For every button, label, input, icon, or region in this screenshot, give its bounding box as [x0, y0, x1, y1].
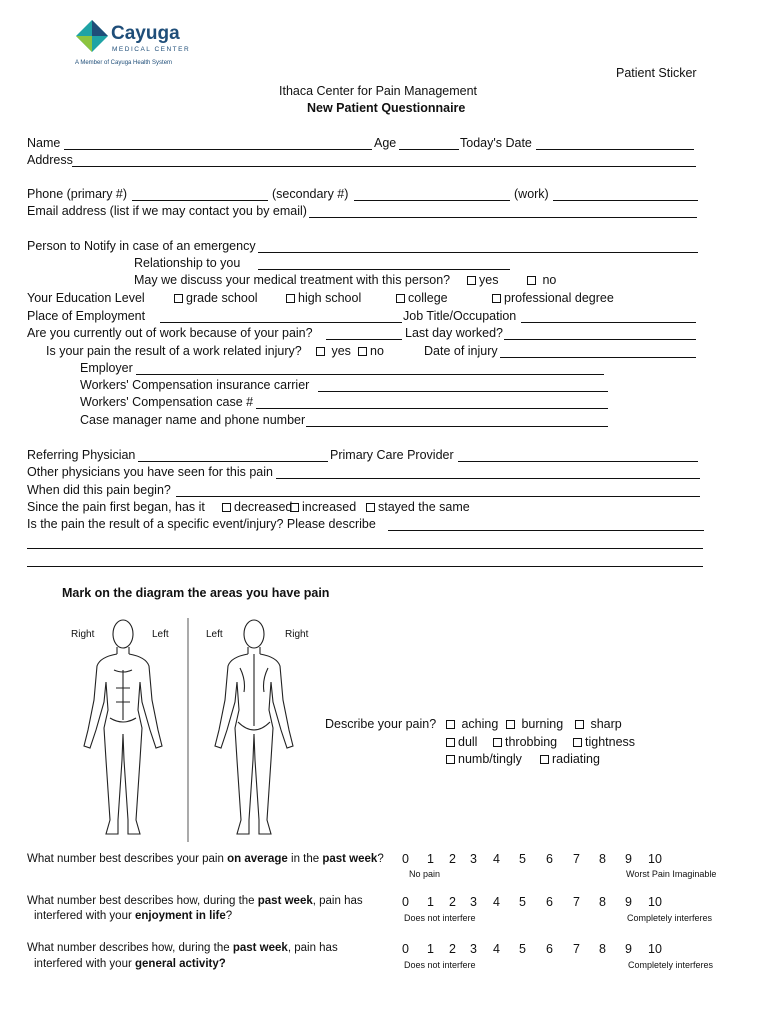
option-label: numb/tingly [458, 752, 522, 766]
scale-number-10[interactable]: 10 [648, 942, 662, 956]
phone-work-field[interactable] [553, 200, 698, 201]
employment-field[interactable] [160, 322, 402, 323]
patient-sticker: Patient Sticker [616, 66, 697, 80]
checkbox[interactable] [446, 755, 455, 764]
q1-text: in the [287, 853, 323, 865]
wc-case-field[interactable] [256, 408, 608, 409]
specific-event-label: Is the pain the result of a specific event/injury? Please describe [27, 517, 376, 531]
wc-carrier-field[interactable] [318, 391, 608, 392]
q2-question-line2 [34, 910, 232, 922]
pain-numb[interactable] [446, 752, 522, 766]
checkbox[interactable] [492, 294, 501, 303]
option-label: burning [521, 717, 564, 731]
when-begin-field[interactable] [176, 496, 700, 497]
employer-field[interactable] [136, 374, 604, 375]
case-manager-label: Case manager name and phone number [80, 413, 306, 427]
name-field[interactable] [64, 149, 372, 150]
q2-question-line1 [27, 895, 363, 907]
scale-number-9[interactable]: 9 [625, 942, 632, 956]
referring-field[interactable] [138, 461, 328, 462]
q2-text: , pain has [312, 895, 363, 907]
pain-tightness[interactable] [573, 735, 635, 749]
other-physicians-field[interactable] [276, 478, 700, 479]
scale-number-6[interactable]: 6 [546, 852, 553, 866]
scale-number-6[interactable]: 6 [546, 895, 553, 909]
describe-line-2[interactable] [27, 566, 703, 567]
education-label: Your Education Level [27, 291, 145, 305]
scale-number-1[interactable]: 1 [427, 895, 434, 909]
pain-burning[interactable] [506, 717, 563, 731]
checkbox[interactable] [527, 276, 536, 285]
scale-number-2[interactable]: 2 [449, 895, 456, 909]
scale-number-3[interactable]: 3 [470, 895, 477, 909]
q2-bold: enjoyment in life [135, 910, 226, 922]
checkbox[interactable] [396, 294, 405, 303]
checkbox[interactable] [493, 738, 502, 747]
q2-bold: past week [257, 895, 313, 907]
since-decreased[interactable] [222, 500, 292, 514]
logo-sub: MEDICAL CENTER [112, 46, 191, 53]
scale-number-2[interactable]: 2 [449, 942, 456, 956]
checkbox[interactable] [573, 738, 582, 747]
discuss-yes[interactable] [467, 273, 498, 287]
q1-text: ? [377, 853, 384, 865]
q3-bold: general activity? [135, 958, 226, 970]
pain-throbbing[interactable] [493, 735, 557, 749]
back-left-label: Left [206, 629, 223, 640]
checkbox[interactable] [366, 503, 375, 512]
employer-label: Employer [80, 361, 133, 375]
checkbox[interactable] [540, 755, 549, 764]
phone-primary-label: Phone (primary #) [27, 187, 128, 201]
date-label: Today's Date [460, 136, 532, 150]
page-title: New Patient Questionnaire [307, 101, 466, 115]
q2-text: ? [225, 910, 233, 922]
specific-event-field[interactable] [388, 530, 704, 531]
logo-mark [74, 18, 110, 58]
referring-label: Referring Physician [27, 448, 136, 462]
scale-number-10[interactable]: 10 [648, 895, 662, 909]
q3-bold: past week [232, 942, 288, 954]
checkbox[interactable] [316, 347, 325, 356]
checkbox[interactable] [358, 347, 367, 356]
last-day-field[interactable] [504, 339, 696, 340]
q1-text: What number best describes your pain [27, 853, 228, 865]
body-diagram[interactable] [60, 610, 320, 846]
scale-number-1[interactable]: 1 [427, 852, 434, 866]
logo-tagline: A Member of Cayuga Health System [75, 60, 173, 66]
checkbox[interactable] [467, 276, 476, 285]
discuss-question: May we discuss your medical treatment with this person? [134, 273, 451, 287]
scale-number-2[interactable]: 2 [449, 852, 456, 866]
phone-primary-field[interactable] [132, 200, 268, 201]
org-name: Ithaca Center for Pain Management [279, 84, 478, 98]
q3-text: What number describes how, during the [27, 942, 233, 954]
phone-secondary-label: (secondary #) [272, 187, 349, 201]
scale-number-4[interactable]: 4 [493, 942, 500, 956]
q1-high-label: Worst Pain Imaginable [626, 869, 717, 879]
job-label: Job Title/Occupation [403, 309, 517, 323]
scale-number-4[interactable]: 4 [493, 895, 500, 909]
q3-low-label: Does not interfere [404, 960, 476, 970]
back-body[interactable] [215, 620, 293, 834]
front-body[interactable] [84, 620, 162, 834]
option-label: no [370, 344, 384, 358]
wc-carrier-label: Workers' Compensation insurance carrier [80, 378, 310, 392]
checkbox[interactable] [506, 720, 515, 729]
option-label: yes [479, 273, 499, 287]
out-of-work-field[interactable] [326, 339, 402, 340]
date-field[interactable] [536, 149, 694, 150]
scale-number-3[interactable]: 3 [470, 852, 477, 866]
date-injury-field[interactable] [500, 357, 696, 358]
job-field[interactable] [521, 322, 696, 323]
scale-number-9[interactable]: 9 [625, 895, 632, 909]
edu-college[interactable] [396, 291, 448, 305]
option-label: college [408, 291, 448, 305]
checkbox[interactable] [222, 503, 231, 512]
scale-number-7[interactable]: 7 [573, 942, 580, 956]
scale-number-9[interactable]: 9 [625, 852, 632, 866]
since-increased[interactable] [290, 500, 356, 514]
scale-number-0[interactable]: 0 [402, 852, 409, 866]
q2-text: What number best describes how, during the [27, 895, 258, 907]
checkbox[interactable] [575, 720, 584, 729]
phone-secondary-field[interactable] [354, 200, 510, 201]
name-label: Name [27, 136, 61, 150]
option-label: grade school [186, 291, 258, 305]
address-label: Address [27, 153, 73, 167]
q1-bold: on average [227, 853, 288, 865]
when-begin-label: When did this pain begin? [27, 483, 171, 497]
scale-number-8[interactable]: 8 [599, 852, 606, 866]
relationship-label: Relationship to you [134, 256, 241, 270]
pcp-label: Primary Care Provider [330, 448, 454, 462]
q1-low-label: No pain [409, 869, 441, 879]
emergency-field[interactable] [258, 252, 698, 253]
work-related-no[interactable] [358, 344, 384, 358]
scale-number-4[interactable]: 4 [493, 852, 500, 866]
diagram-title: Mark on the diagram the areas you have pain [62, 586, 330, 600]
work-related-label: Is your pain the result of a work related injury? [46, 344, 302, 358]
q3-question-line1 [27, 942, 338, 954]
scale-number-5[interactable]: 5 [519, 895, 526, 909]
scale-number-8[interactable]: 8 [599, 895, 606, 909]
option-label: professional degree [504, 291, 614, 305]
option-label: sharp [590, 717, 622, 731]
back-right-label: Right [285, 629, 309, 640]
describe-line-1[interactable] [27, 548, 703, 549]
pain-sharp[interactable] [575, 717, 622, 731]
front-left-label: Left [152, 629, 169, 640]
email-field[interactable] [309, 217, 697, 218]
age-label: Age [374, 136, 397, 150]
since-same[interactable] [366, 500, 470, 514]
q2-low-label: Does not interfere [404, 913, 476, 923]
pcp-field[interactable] [458, 461, 698, 462]
option-label: increased [302, 500, 357, 514]
email-label: Email address (list if we may contact you by email) [27, 204, 307, 218]
scale-number-7[interactable]: 7 [573, 852, 580, 866]
last-day-label: Last day worked? [405, 326, 503, 340]
relationship-field[interactable] [258, 269, 510, 270]
option-label: dull [458, 735, 478, 749]
edu-high-school[interactable] [286, 291, 361, 305]
option-label: aching [461, 717, 499, 731]
edu-grade-school[interactable] [174, 291, 258, 305]
out-of-work-label: Are you currently out of work because of your pain? [27, 326, 313, 340]
checkbox[interactable] [446, 738, 455, 747]
scale-number-0[interactable]: 0 [402, 895, 409, 909]
other-physicians-label: Other physicians you have seen for this pain [27, 465, 273, 479]
q3-text: , pain has [287, 942, 338, 954]
pain-dull[interactable] [446, 735, 477, 749]
scale-number-1[interactable]: 1 [427, 942, 434, 956]
option-label: no [542, 273, 557, 287]
pain-radiating[interactable] [540, 752, 600, 766]
scale-number-5[interactable]: 5 [519, 942, 526, 956]
scale-number-3[interactable]: 3 [470, 942, 477, 956]
scale-number-5[interactable]: 5 [519, 852, 526, 866]
scale-number-7[interactable]: 7 [573, 895, 580, 909]
option-label: decreased [234, 500, 293, 514]
checkbox[interactable] [286, 294, 295, 303]
option-label: radiating [552, 752, 600, 766]
option-label: throbbing [505, 735, 558, 749]
since-began-label: Since the pain first began, has it [27, 500, 205, 514]
scale-number-0[interactable]: 0 [402, 942, 409, 956]
option-label: stayed the same [378, 500, 470, 514]
scale-number-8[interactable]: 8 [599, 942, 606, 956]
discuss-no[interactable] [527, 273, 556, 287]
q2-high-label: Completely interferes [627, 913, 713, 923]
phone-work-label: (work) [514, 187, 549, 201]
front-right-label: Right [71, 629, 95, 640]
case-manager-field[interactable] [306, 426, 608, 427]
checkbox[interactable] [446, 720, 455, 729]
q3-high-label: Completely interferes [628, 960, 714, 970]
q3-text: interfered with your [34, 958, 135, 970]
pain-aching[interactable] [446, 717, 498, 731]
option-label: high school [298, 291, 362, 305]
work-related-yes[interactable] [316, 344, 351, 358]
date-injury-label: Date of injury [424, 344, 498, 358]
q2-text: interfered with your [34, 910, 135, 922]
scale-number-10[interactable]: 10 [648, 852, 662, 866]
address-field[interactable] [72, 166, 696, 167]
checkbox[interactable] [290, 503, 299, 512]
edu-professional[interactable] [492, 291, 614, 305]
checkbox[interactable] [174, 294, 183, 303]
option-label: tightness [585, 735, 636, 749]
employment-label: Place of Employment [27, 309, 146, 323]
emergency-label: Person to Notify in case of an emergency [27, 239, 256, 253]
wc-case-label: Workers' Compensation case # [80, 395, 254, 409]
logo-name: Cayuga [111, 23, 180, 44]
age-field[interactable] [399, 149, 459, 150]
q1-bold: past week [322, 853, 378, 865]
scale-number-6[interactable]: 6 [546, 942, 553, 956]
option-label: yes [331, 344, 351, 358]
q3-question-line2 [34, 958, 226, 970]
describe-label: Describe your pain? [325, 717, 437, 731]
q1-question [27, 853, 384, 865]
